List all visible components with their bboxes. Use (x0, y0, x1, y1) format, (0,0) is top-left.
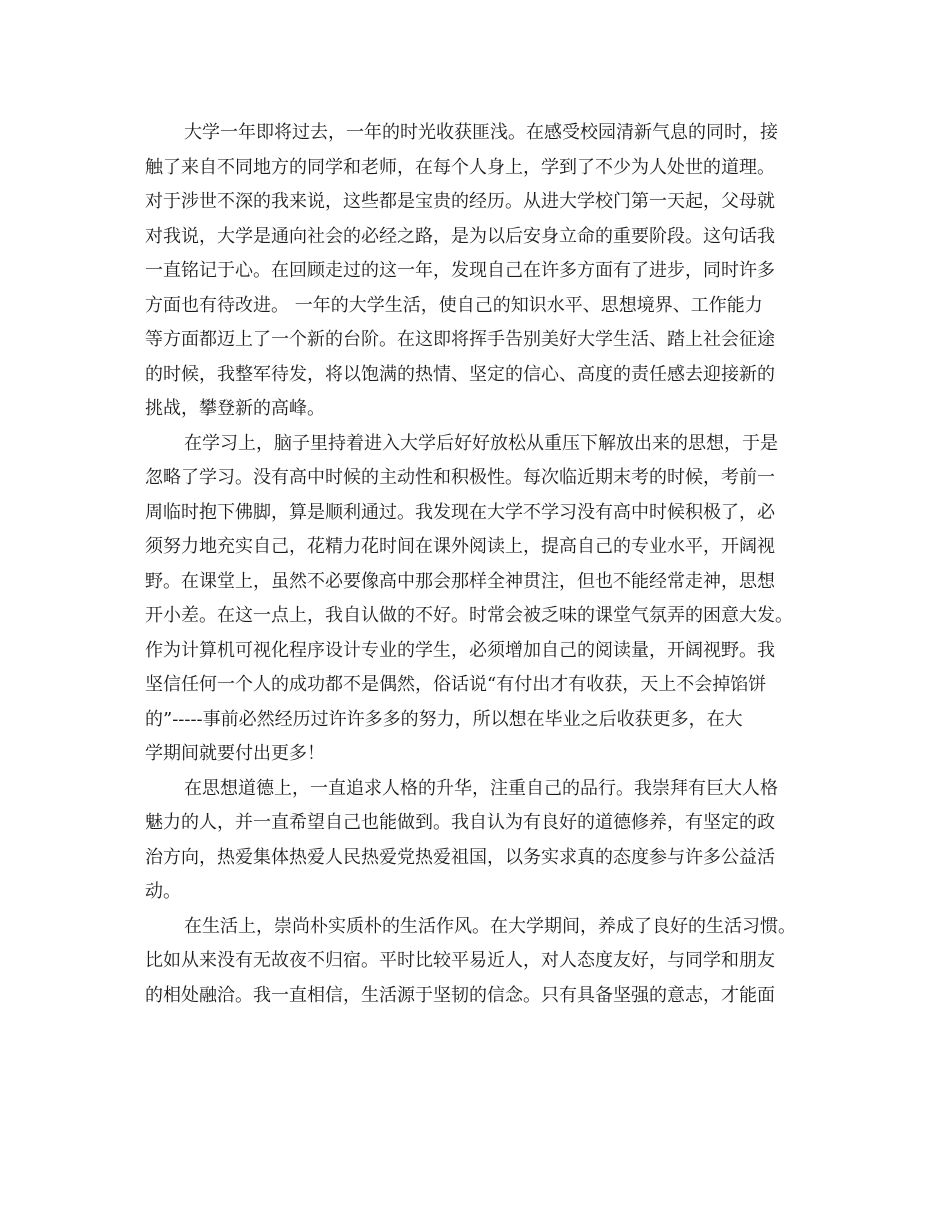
text-line: 学期间就要付出更多！ (145, 743, 325, 764)
text-line: 治方向，热爱集体热爱人民热爱党热爱祖国，以务实求真的态度参与许多公益活 (145, 846, 775, 868)
text-line: 等方面都迈上了一个新的台阶。在这即将挥手告别美好大学生活、踏上社会征途 (145, 329, 775, 350)
text-line: 对于涉世不深的我来说，这些都是宝贵的经历。从进大学校门第一天起，父母就 (145, 191, 775, 212)
text-line: 须努力地充实自己，花精力花时间在课外阅读上，提高自己的专业水平，开阔视 (145, 536, 775, 557)
text-line: 作为计算机可视化程序设计专业的学生，必须增加自己的阅读量，开阔视野。我 (145, 639, 775, 661)
text-line: 野。在课堂上，虽然不必要像高中那会那样全神贯注，但也不能经常走神，思想 (145, 570, 775, 592)
text-line: 忽略了学习。没有高中时候的主动性和积极性。每次临近期末考的时候，考前一 (145, 467, 775, 488)
text-line: 一直铭记于心。在回顾走过的这一年，发现自己在许多方面有了进步，同时许多 (145, 260, 775, 281)
text-line: 动。 (145, 881, 181, 902)
text-line: 的”-----事前必然经历过许许多多的努力，所以想在毕业之后收获更多，在大 (145, 708, 743, 730)
text-line: 在学习上，脑子里持着进入大学后好好放松从重压下解放出来的思想，于是 (184, 432, 778, 454)
text-line: 在思想道德上，一直追求人格的升华，注重自己的品行。我崇拜有巨大人格 (184, 777, 778, 799)
text-line: 比如从来没有无故夜不归宿。平时比较平易近人，对人态度友好，与同学和朋友 (145, 950, 775, 971)
text-line: 坚信任何一个人的成功都不是偶然，俗话说“有付出才有收获，天上不会掉馅饼 (145, 674, 767, 695)
text-line: 的时候，我整军待发，将以饱满的热情、坚定的信心、高度的责任感去迎接新的 (145, 363, 775, 385)
text-line: 触了来自不同地方的同学和老师，在每个人身上，学到了不少为人处世的道理。 (145, 156, 775, 178)
text-line: 在生活上，崇尚朴实质朴的生活作风。在大学期间，养成了良好的生活习惯。 (184, 915, 796, 937)
text-line: 开小差。在这一点上，我自认做的不好。时常会被乏味的课堂气氛弄的困意大发。 (145, 605, 793, 626)
text-line: 方面也有待改进。 一年的大学生活，使自己的知识水平、思想境界、工作能力 (145, 294, 763, 316)
document-body (145, 116, 810, 1013)
text-line: 的相处融洽。我一直相信，生活源于坚韧的信念。只有具备坚强的意志，才能面 (145, 984, 775, 1006)
text-line: 魅力的人，并一直希望自己也能做到。我自认为有良好的道德修养，有坚定的政 (145, 812, 775, 833)
text-line: 挑战，攀登新的高峰。 (145, 398, 325, 419)
text-line: 大学一年即将过去，一年的时光收获匪浅。在感受校园清新气息的同时，接 (184, 122, 778, 143)
text-line: 周临时抱下佛脚，算是顺利通过。我发现在大学不学习没有高中时候积极了，必 (145, 501, 775, 523)
text-line: 对我说，大学是通向社会的必经之路，是为以后安身立命的重要阶段。这句话我 (145, 225, 775, 247)
